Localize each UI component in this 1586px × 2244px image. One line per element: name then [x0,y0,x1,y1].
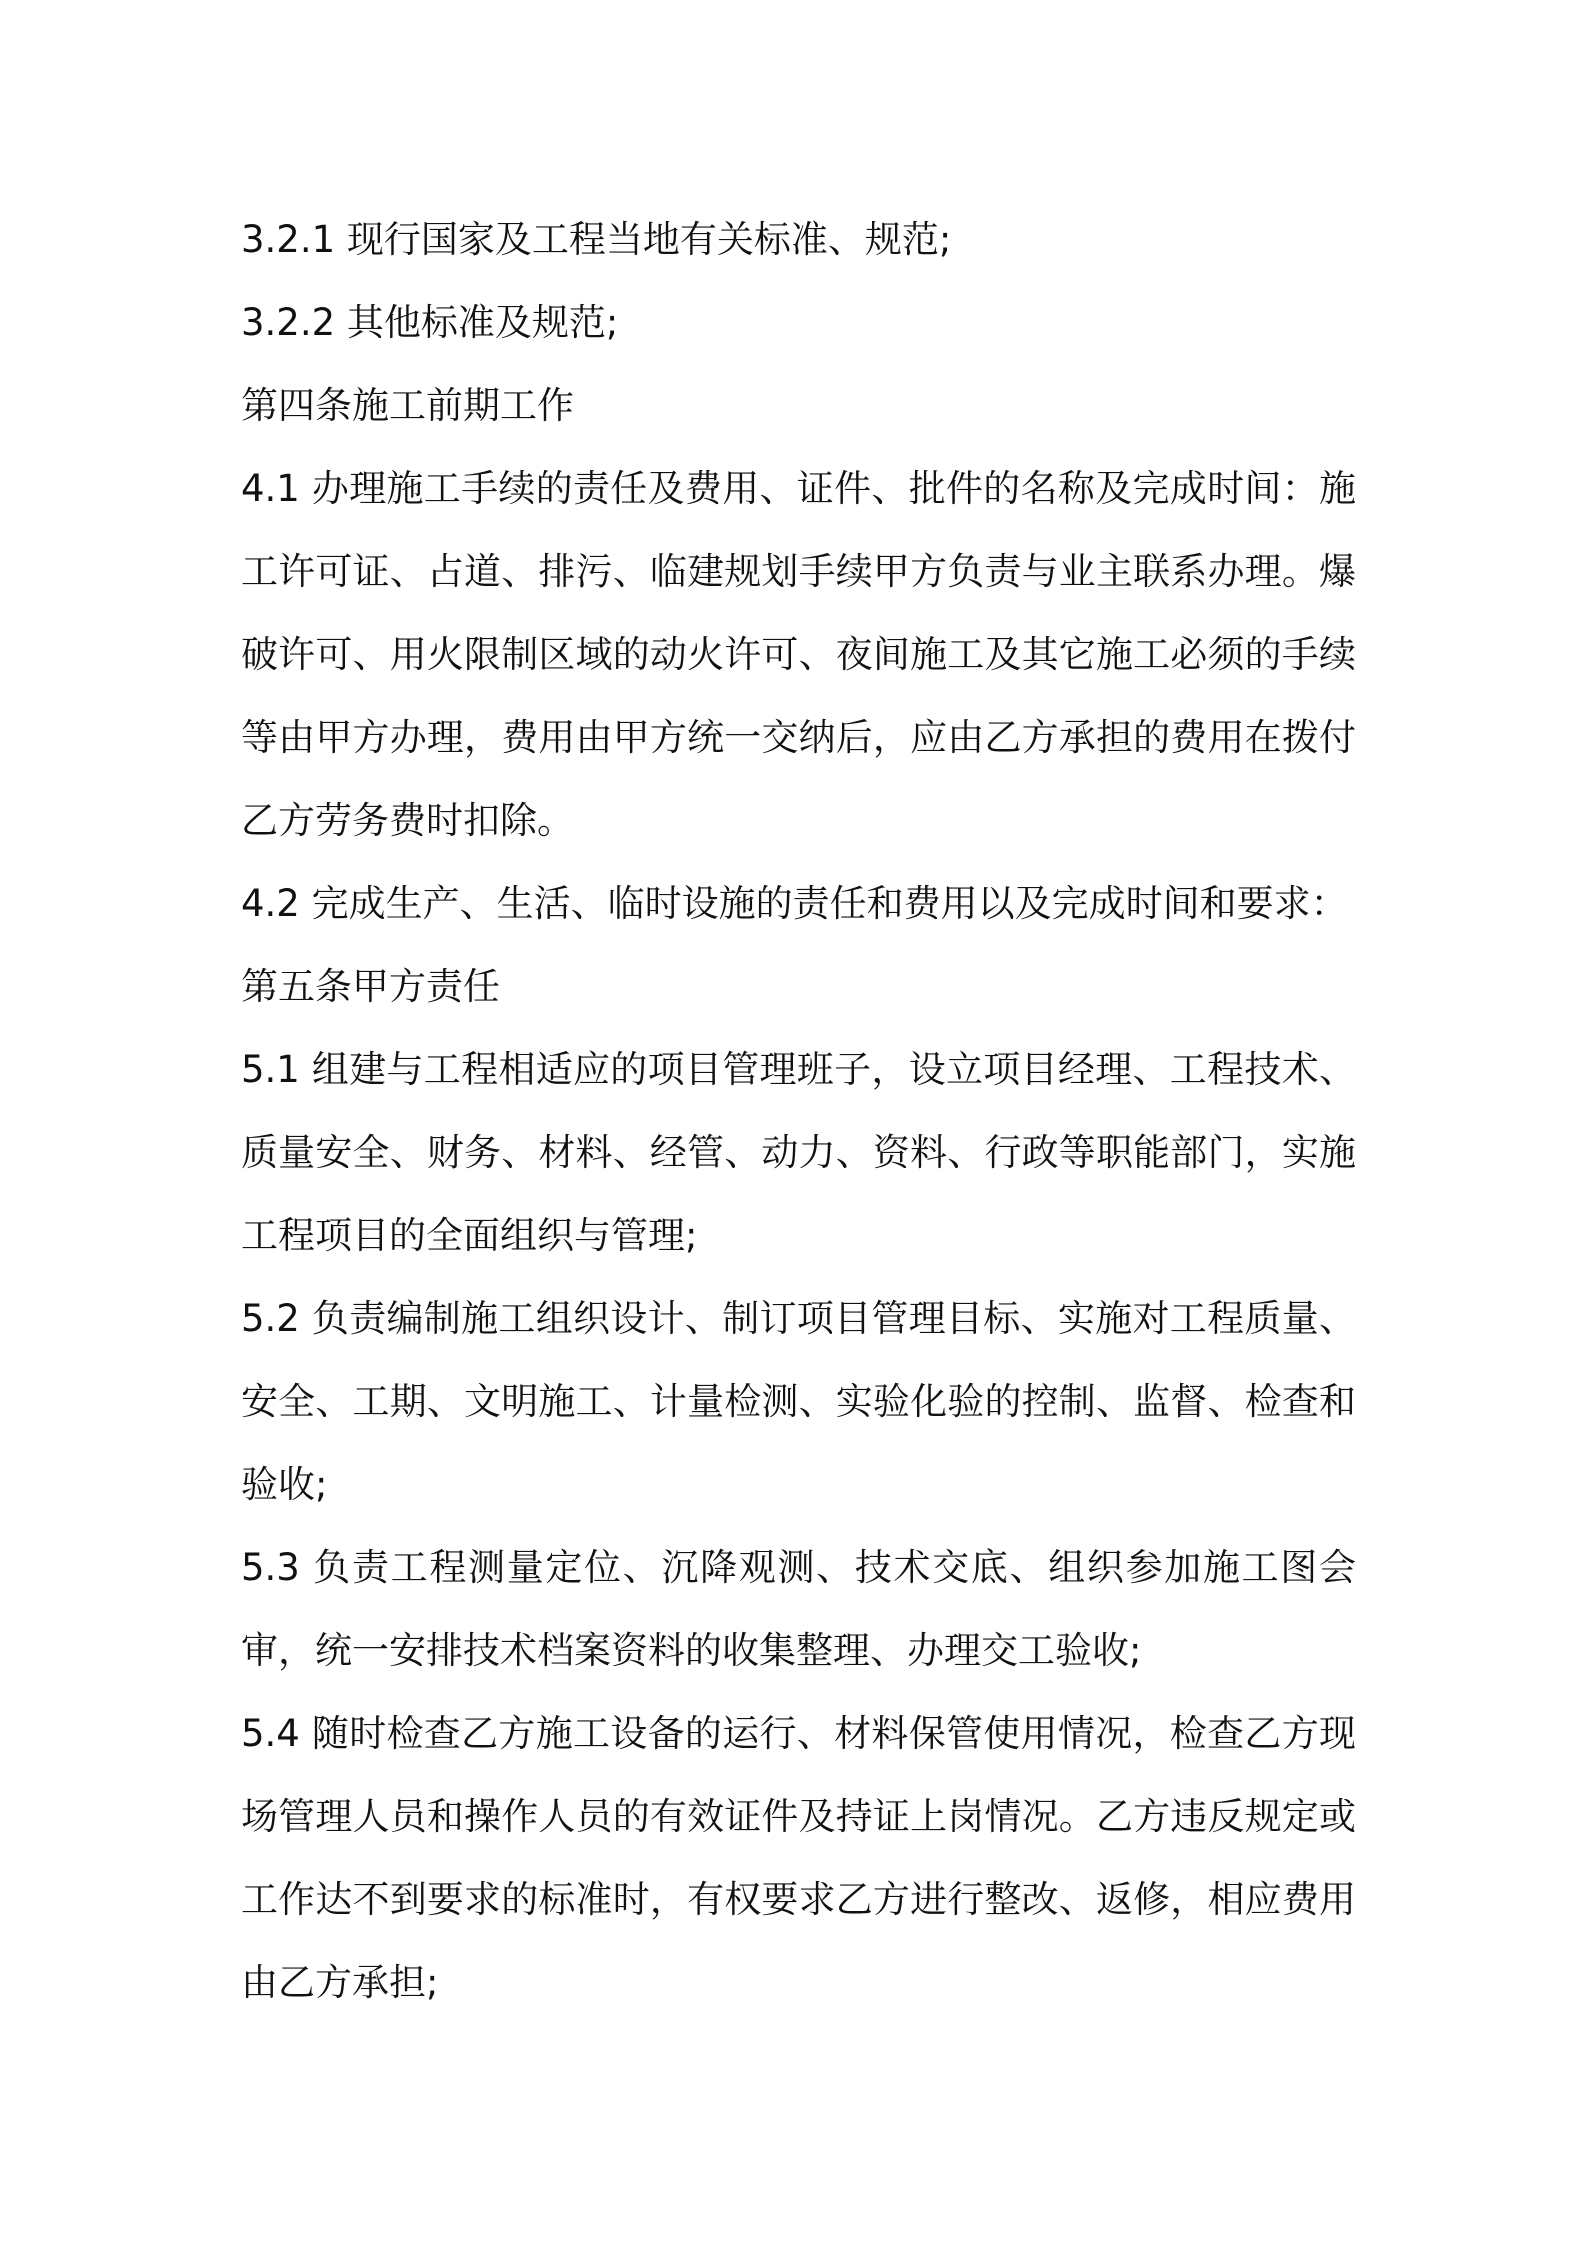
document-body [241,198,1356,2024]
clause-5-3: 5.3 负责工程测量定位、沉降观测、技术交底、组织参加施工图会审，统一安排技术档案资料的收集整理、办理交工验收; [241,1546,1356,1672]
clause-5-2: 5.2 负责编制施工组织设计、制订项目管理目标、实施对工程质量、安全、工期、文明施工、计量检测、实验化验的控制、监督、检查和验收; [241,1297,1356,1506]
clause-3-2-2: 3.2.2 其他标准及规范; [241,301,619,344]
clause-5-1: 5.1 组建与工程相适应的项目管理班子，设立项目经理、工程技术、质量安全、财务、材料、经管、动力、资料、行政等职能部门，实施工程项目的全面组织与管理; [241,1048,1356,1257]
clause-5-4: 5.4 随时检查乙方施工设备的运行、材料保管使用情况，检查乙方现场管理人员和操作人员的有效证件及持证上岗情况。乙方违反规定或工作达不到要求的标准时，有权要求乙方进行整改、返修，相应费用由乙方承担; [241,1712,1356,2004]
article-4-heading: 第四条施工前期工作 [241,384,574,427]
clause-4-1: 4.1 办理施工手续的责任及费用、证件、批件的名称及完成时间：施工许可证、占道、排污、临建规划手续甲方负责与业主联系办理。爆破许可、用火限制区域的动火许可、夜间施工及其它施工必须的手续等由甲方办理，费用由甲方统一交纳后，应由乙方承担的费用在拨付乙方劳务费时扣除。 [241,467,1356,842]
clause-4-2: 4.2 完成生产、生活、临时设施的责任和费用以及完成时间和要求： [241,882,1348,925]
clause-3-2-1: 3.2.1 现行国家及工程当地有关标准、规范; [241,218,952,261]
article-5-heading: 第五条甲方责任 [241,965,500,1008]
